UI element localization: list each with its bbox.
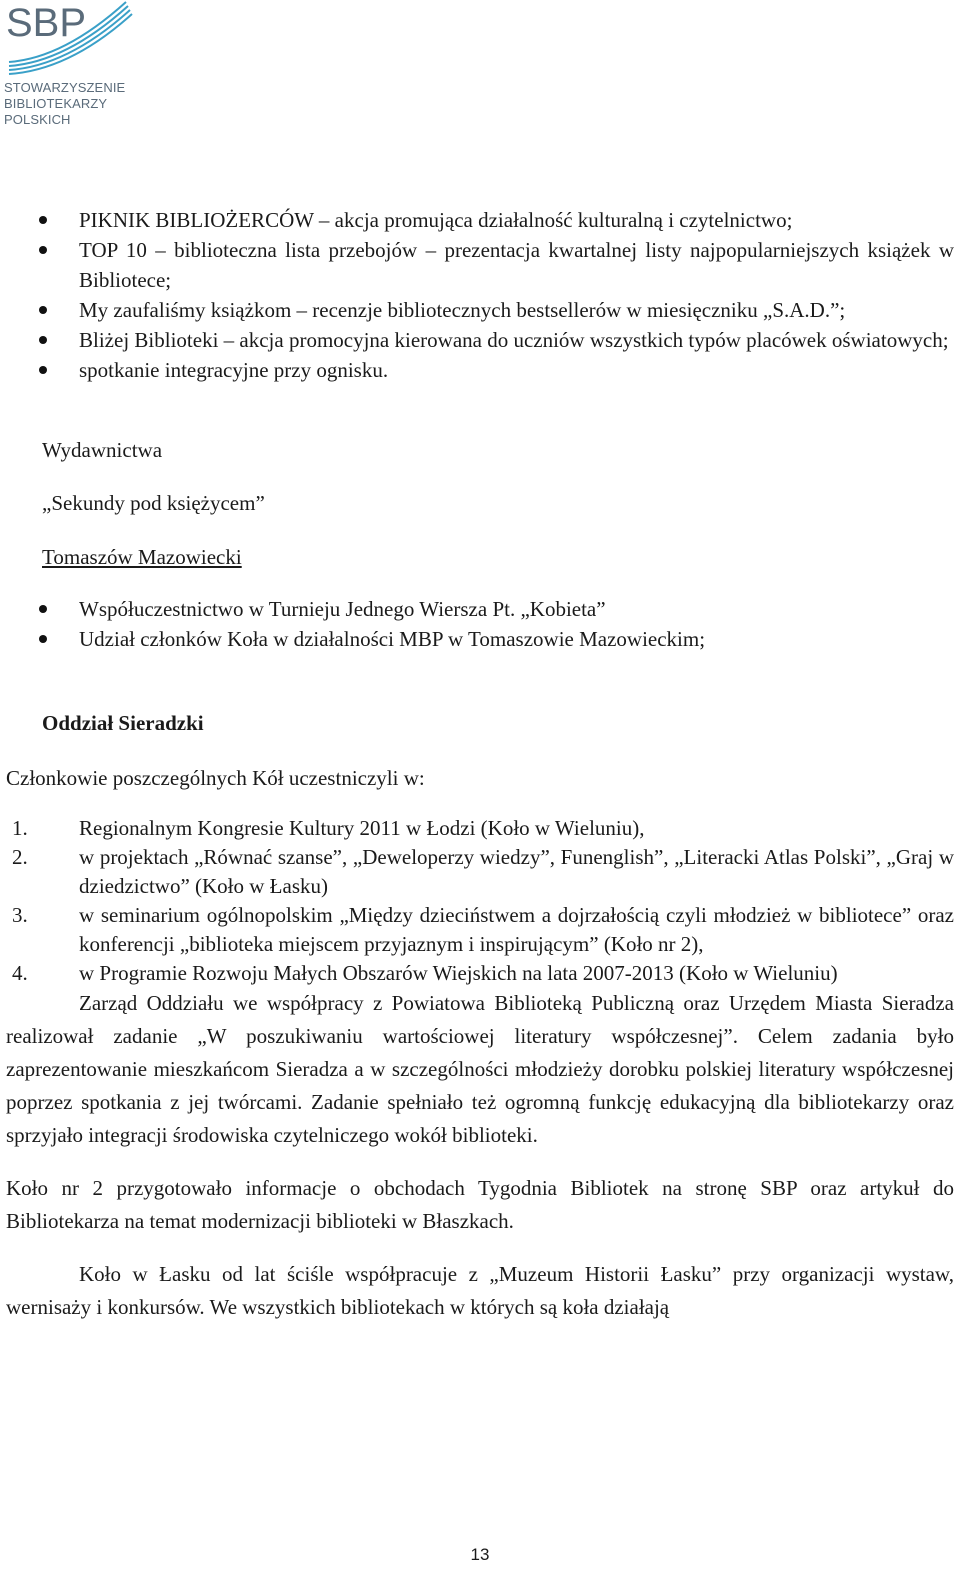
- document-body: [6, 205, 954, 1324]
- tomaszow-list: [6, 594, 954, 654]
- list-item: Bliżej Biblioteki – akcja promocyjna kierowana do uczniów wszystkich typów placówek oświatowych;: [6, 325, 954, 355]
- publication-title: „Sekundy pod księżycem”: [42, 491, 265, 515]
- list-item: 2. w projektach „Równać szanse”, „Deweloperzy wiedzy”, Funenglish”, „Literacki Atlas Polski”, „Graj w dziedzictwo” (Koło w Łasku): [12, 845, 954, 898]
- list-item: My zaufaliśmy książkom – recenzje bibliotecznych bestsellerów w miesięczniku „S.A.D.”;: [6, 295, 954, 325]
- list-item: spotkanie integracyjne przy ognisku.: [6, 355, 954, 385]
- section-heading-tomaszow: Tomaszów Mazowiecki: [42, 545, 242, 569]
- activities-list: [6, 205, 954, 385]
- list-item: Współuczestnictwo w Turnieju Jednego Wiersza Pt. „Kobieta”: [6, 594, 954, 624]
- list-item: 3. w seminarium ogólnopolskim „Między dzieciństwem a dojrzałością czyli młodzież w bibliotece” oraz konferencji „biblioteka miejscem przyjaznym i inspirującym” (Koło nr 2),: [12, 903, 954, 956]
- list-item: 4. w Programie Rozwoju Małych Obszarów Wiejskich na lata 2007-2013 (Koło w Wieluniu): [12, 961, 838, 985]
- logo-name: [4, 80, 125, 128]
- logo-acronym: SBP: [6, 1, 87, 45]
- logo-line: STOWARZYSZENIE: [4, 80, 126, 95]
- list-item: Udział członków Koła w działalności MBP w Tomaszowie Mazowieckim;: [6, 624, 954, 654]
- participation-list: [6, 814, 954, 988]
- page-number: 13: [470, 1545, 490, 1564]
- paragraph: Koło nr 2 przygotowało informacje o obchodach Tygodnia Bibliotek na stronę SBP oraz artykuł do Bibliotekarza na temat modernizacji biblioteki w Błaszkach.: [6, 1176, 954, 1233]
- intro-text: Członkowie poszczególnych Kół uczestniczyli w:: [6, 766, 425, 790]
- list-item: 1. Regionalnym Kongresie Kultury 2011 w Łodzi (Koło w Wieluniu),: [12, 816, 645, 840]
- sbp-logo-mark: [4, 0, 134, 80]
- sbp-logo: [4, 0, 134, 136]
- paragraph: Zarząd Oddziału we współpracy z Powiatowa Biblioteką Publiczną oraz Urzędem Miasta Sieradza realizował zadanie „W poszukiwaniu wartościowej literatury współczesnej”. Celem zadania było zaprezentowanie mieszkańcom Sieradza a w szczególności młodzieży dorobku polskiej literatury współczesnej poprzez spotkania z jej twórcami. Zadanie spełniało też ogromną funkcję edukacyjną dla bibliotekarzy oraz sprzyjało integracji środowiska czytelniczego wokół biblioteki.: [6, 991, 954, 1147]
- section-heading-wydawnictwa: Wydawnictwa: [42, 438, 163, 462]
- logo-line: POLSKICH: [4, 112, 71, 127]
- paragraph: Koło w Łasku od lat ściśle współpracuje z „Muzeum Historii Łasku” przy organizacji wystaw, wernisaży i konkursów. We wszystkich bibliotekach w których są koła działają: [6, 1262, 954, 1319]
- list-item: TOP 10 – biblioteczna lista przebojów – prezentacja kwartalnej listy najpopularniejszych książek w Bibliotece;: [6, 235, 954, 295]
- list-item: PIKNIK BIBLIOŻERCÓW – akcja promująca działalność kulturalną i czytelnictwo;: [6, 205, 954, 235]
- logo-line: BIBLIOTEKARZY: [4, 96, 108, 111]
- section-heading-sieradz: Oddział Sieradzki: [42, 711, 204, 735]
